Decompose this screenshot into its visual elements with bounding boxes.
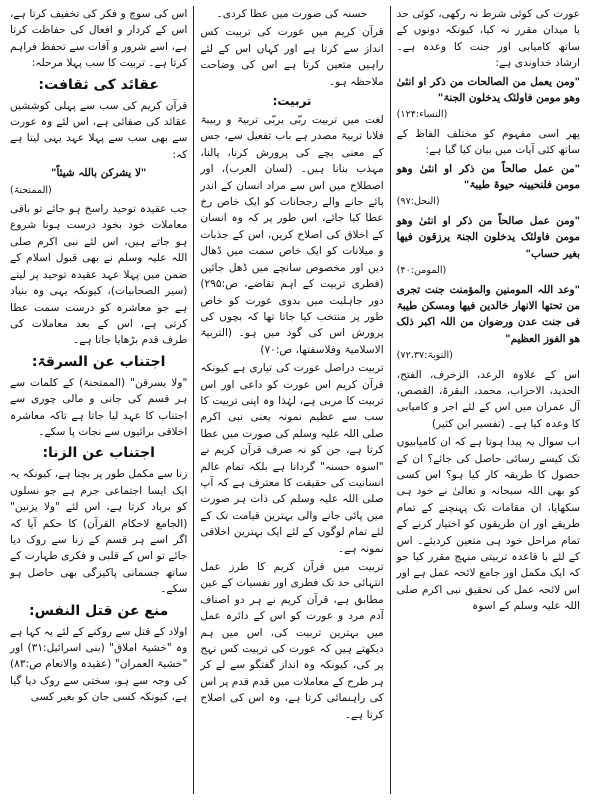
quranic-verse: "ومن یعمل من الصالحات من ذکر او انثیٰ وھو مومن فاولئک یدخلون الجنۃ"	[396, 75, 580, 105]
column-right	[391, 6, 586, 794]
paragraph: پھر اسی مفہوم کو مختلف الفاظ کے ساتھ کئی آیات میں بیان کیا گیا ہے:	[396, 127, 580, 157]
section-heading: عقائد کی ثقافت:	[38, 76, 159, 93]
paragraph: قرآن کریم میں عورت کی تربیت کس انداز سے کرتا ہے اور کہاں اس کے لئے راہیں متعین کرتا ہے اس کی وضاحت ملاحظہ ہو۔	[200, 26, 384, 88]
quranic-verse: "ومن عمل صالحاً من ذکر او انثیٰ وھو مومن فاولئک یدخلون الجنۃ یرزقون فیھا بغیر حساب"	[396, 214, 580, 260]
section-heading: منع عن قتل النفس:	[29, 602, 169, 619]
paragraph: قرآن کریم کی سب سے پہلی کوششیں عقائد کی صفائی ہے، اس لئے وہ عورت سے بھی سب سے پہلا عہد یہی لیتا ہے کہ:	[10, 99, 188, 161]
paragraph: اس کی سوچ و فکر کی تخفیف کرتا ہے، اس کے کردار و افعال کی حفاظت کرتا ہے، اسے شرور و آفات سے تحفظ فراہم کرتا ہے۔ تربیت کا سب پہلا مرحلہ:	[10, 8, 188, 70]
paragraph: "ولا یسرقن" (الممتحنۃ) کے کلمات سے ہر قسم کی جانی و مالی چوری سے اجتناب کا عہد لیا جاتا ہے تاکہ معاشرہ اخلاقی برائیوں سے نجات پا سکے۔	[10, 376, 188, 438]
verse-reference: (المومن:۴۰)	[396, 265, 447, 277]
paragraph: اس کے علاوہ الرعد، الزخرف، الفتح، الحدید، الاحزاب، محمد، البقرۃ، القصص، آل عمران میں اس کے لئے اجر و کامیابی کا وعدہ کیا ہے۔ (تفسیر ابن کثیر)	[396, 368, 580, 430]
verse-reference: (التوبۃ:۷۲،۳۷)	[396, 350, 453, 362]
paragraph: اب سوال یہ پیدا ہوتا ہے کہ ان کامیابیوں تک کیسے رسائی حاصل کی جائے؟ ان کے حصول کا طریقہ کار کیا ہو؟ اس کسی کو بھی اللہ سبحانہ و تعالیٰ نے خود ہی سکھایا، ان مقامات تک پہنچنے کے تمام طریقے اور ان طریقوں کو اختیار کرنے کے تمام مراحل خود ہی متعین کردیئے۔ اس کے لئے با قاعدہ تربیتی منہج مقرر کیا جو کہ ایک مکمل اور جامع لائحہ عمل ہے اور اس لائحہ عمل کی تحقیق نبی اکرم صلی اللہ علیہ وسلم کے اسوہ	[396, 436, 580, 613]
quranic-verse: "وعد اللہ المومنین والمؤمنت جنت تجری من تحتھا الانھار خالدین فیھا ومسکن طیبۃ فی جنت عدن ورضوان من اللہ اکبر ذلک ھو الفوز العظیم"	[396, 283, 580, 345]
paragraph: تربیت دراصل عورت کی تیاری ہے کیونکہ قرآن کریم اس عورت کو داعی اور اس تربیت کا مربی ہے، لہٰذا وہ اپنی تربیت کا سب سے عظیم نمونہ یعنی نبی اکرم صلی اللہ علیہ وسلم کی صورت میں عطا کرتا ہے، جن کو نہ صرف قرآن کریم نے "اسوہ حسنہ" گردانا ہے بلکہ تمام عالم انسانیت کی حقیقت کا معترف ہے کہ آپ صلی اللہ علیہ وسلم کی ذات ہر صورت میں پائی جانے والی بہترین قیامت تک کے لئے تمام لوگوں کے لئے ایک بہترین اخلاقی نمونہ ہے۔	[200, 362, 384, 555]
section-heading: اجتناب عن الزنا:	[42, 445, 155, 462]
paragraph: اولاد کے قتل سے روکنے کے لئے یہ کہا ہے وہ "خشیۃ املاق" (بنی اسرائیل:۳۱) اور "خشیۃ العمران" (عقیدہ والانعام ص:۸۳) کی وجہ سے ہو، سختی سے روک دیا گیا ہے، کیونکہ کسی جان کو بغیر کسی	[10, 625, 188, 704]
column-left	[4, 6, 193, 794]
paragraph: جب عقیدہ توحید راسخ ہو جائے تو باقی معاملات خود بخود درست ہونا شروع ہو جاتے ہیں، اس لئے نبی اکرم صلی اللہ علیہ وسلم نے بھی قبول اسلام کے ضمن میں پہلا عہد عقیدہ توحید پر لیتے (سیر الصحابیات)، کیونکہ یہی وہ بنیاد ہے جو معاشرہ کو درست سمت عطا کرتی ہے، اس کے بعد معاملات کی طرف قدم بڑھایا جاتا ہے۔	[10, 203, 188, 347]
paragraph: زنا سے مکمل طور پر بچنا ہے، کیونکہ یہ ایک ایسا اجتماعی جرم ہے جو نسلوں کو برباد کرتا ہے، اس لئے "ولا یزنین" (الجامع لاحکام القرآن) کا حکم آیا کہ اگر اسے ہر قسم کے زنا سے روک دیا جائے تو اس کے قلبی و فکری طہارت کے ساتھ جسمانی پاکیزگی بھی حاصل ہو سکے۔	[10, 468, 188, 596]
quranic-verse: "من عمل صالحاً من ذکر او انثیٰ وھو مومن فلنحیینہ حیوۃ طیبۃ"	[396, 162, 580, 192]
verse-reference: (النساء:۱۲۴)	[396, 109, 448, 121]
section-heading: اجتناب عن السرقۃ:	[31, 353, 166, 370]
section-heading: تربیت:	[272, 94, 312, 109]
paragraph: لغت میں تربیت ربّی یربّی تربیۃ و ربیبۃ فلانا تربیۃ مصدر ہے باب تفعیل سے، جس کے معنی بچے کی پرورش کرنا، پالنا، مہذب بنانا ہیں۔ (لسان العرب)، اور اصطلاح میں اس سے مراد انسان کے اندر پائے جانے والے رجحانات کو ایک خاص رخ عطا کیا جائے، اس طور پر کہ وہ انسان کے اخلاق کی اصلاح کریں، اس کے جذبات و میلانات کو ایک خاص سمت میں ڈھال دیں اور مخصوص سانچے میں ڈھل جائیں (فطری تربیت کے اہم تقاضے، ص:۲۹۵) دور جاہلیت میں بدوی عورت کو خاص طور پر منتخب کیا جاتا تھا کہ بچوں کی پرورش اس کی گود میں ہو۔ (التربیۃ الاسلامیۃ وفلاسفتھا، ص:۷۰)	[200, 114, 384, 356]
paragraph: عورت کی کوئی شرط نہ رکھی، کوئی حد یا میدان مقرر نہ کیا، کیونکہ دونوں کے ساتھ کامیابی اور جنت کا وعدہ ہے۔ ارشاد خداوندی ہے:	[396, 8, 580, 70]
quranic-verse: "لا یشرکن باللہ شیئاً"	[51, 167, 147, 180]
paragraph: حسنہ کی صورت میں عطا کردی۔	[216, 8, 368, 20]
verse-reference: (الممتحنۃ)	[10, 184, 52, 196]
column-middle	[194, 6, 389, 794]
paragraph: تربیت میں قرآن کریم کا طرز عمل انتہائی حد تک فطری اور نفسیات کے عین مطابق ہے، قرآن کریم نے ہر دو اصناف آدم مرد و عورت کو اس کے دائرہ عمل میں بہترین تربیت کی، اس میں ہم دیکھتے ہیں کہ عورت کی تربیت کس نہج پر کی، کیونکہ وہ انداز گفتگو سے لے کر ہر طرح کے معاملات میں قدم قدم پر اس کی راہنمائی کرتا ہے، وہ اس کی اصلاح کرتا ہے۔	[200, 561, 384, 721]
verse-reference: (النحل:۹۷)	[396, 196, 440, 208]
